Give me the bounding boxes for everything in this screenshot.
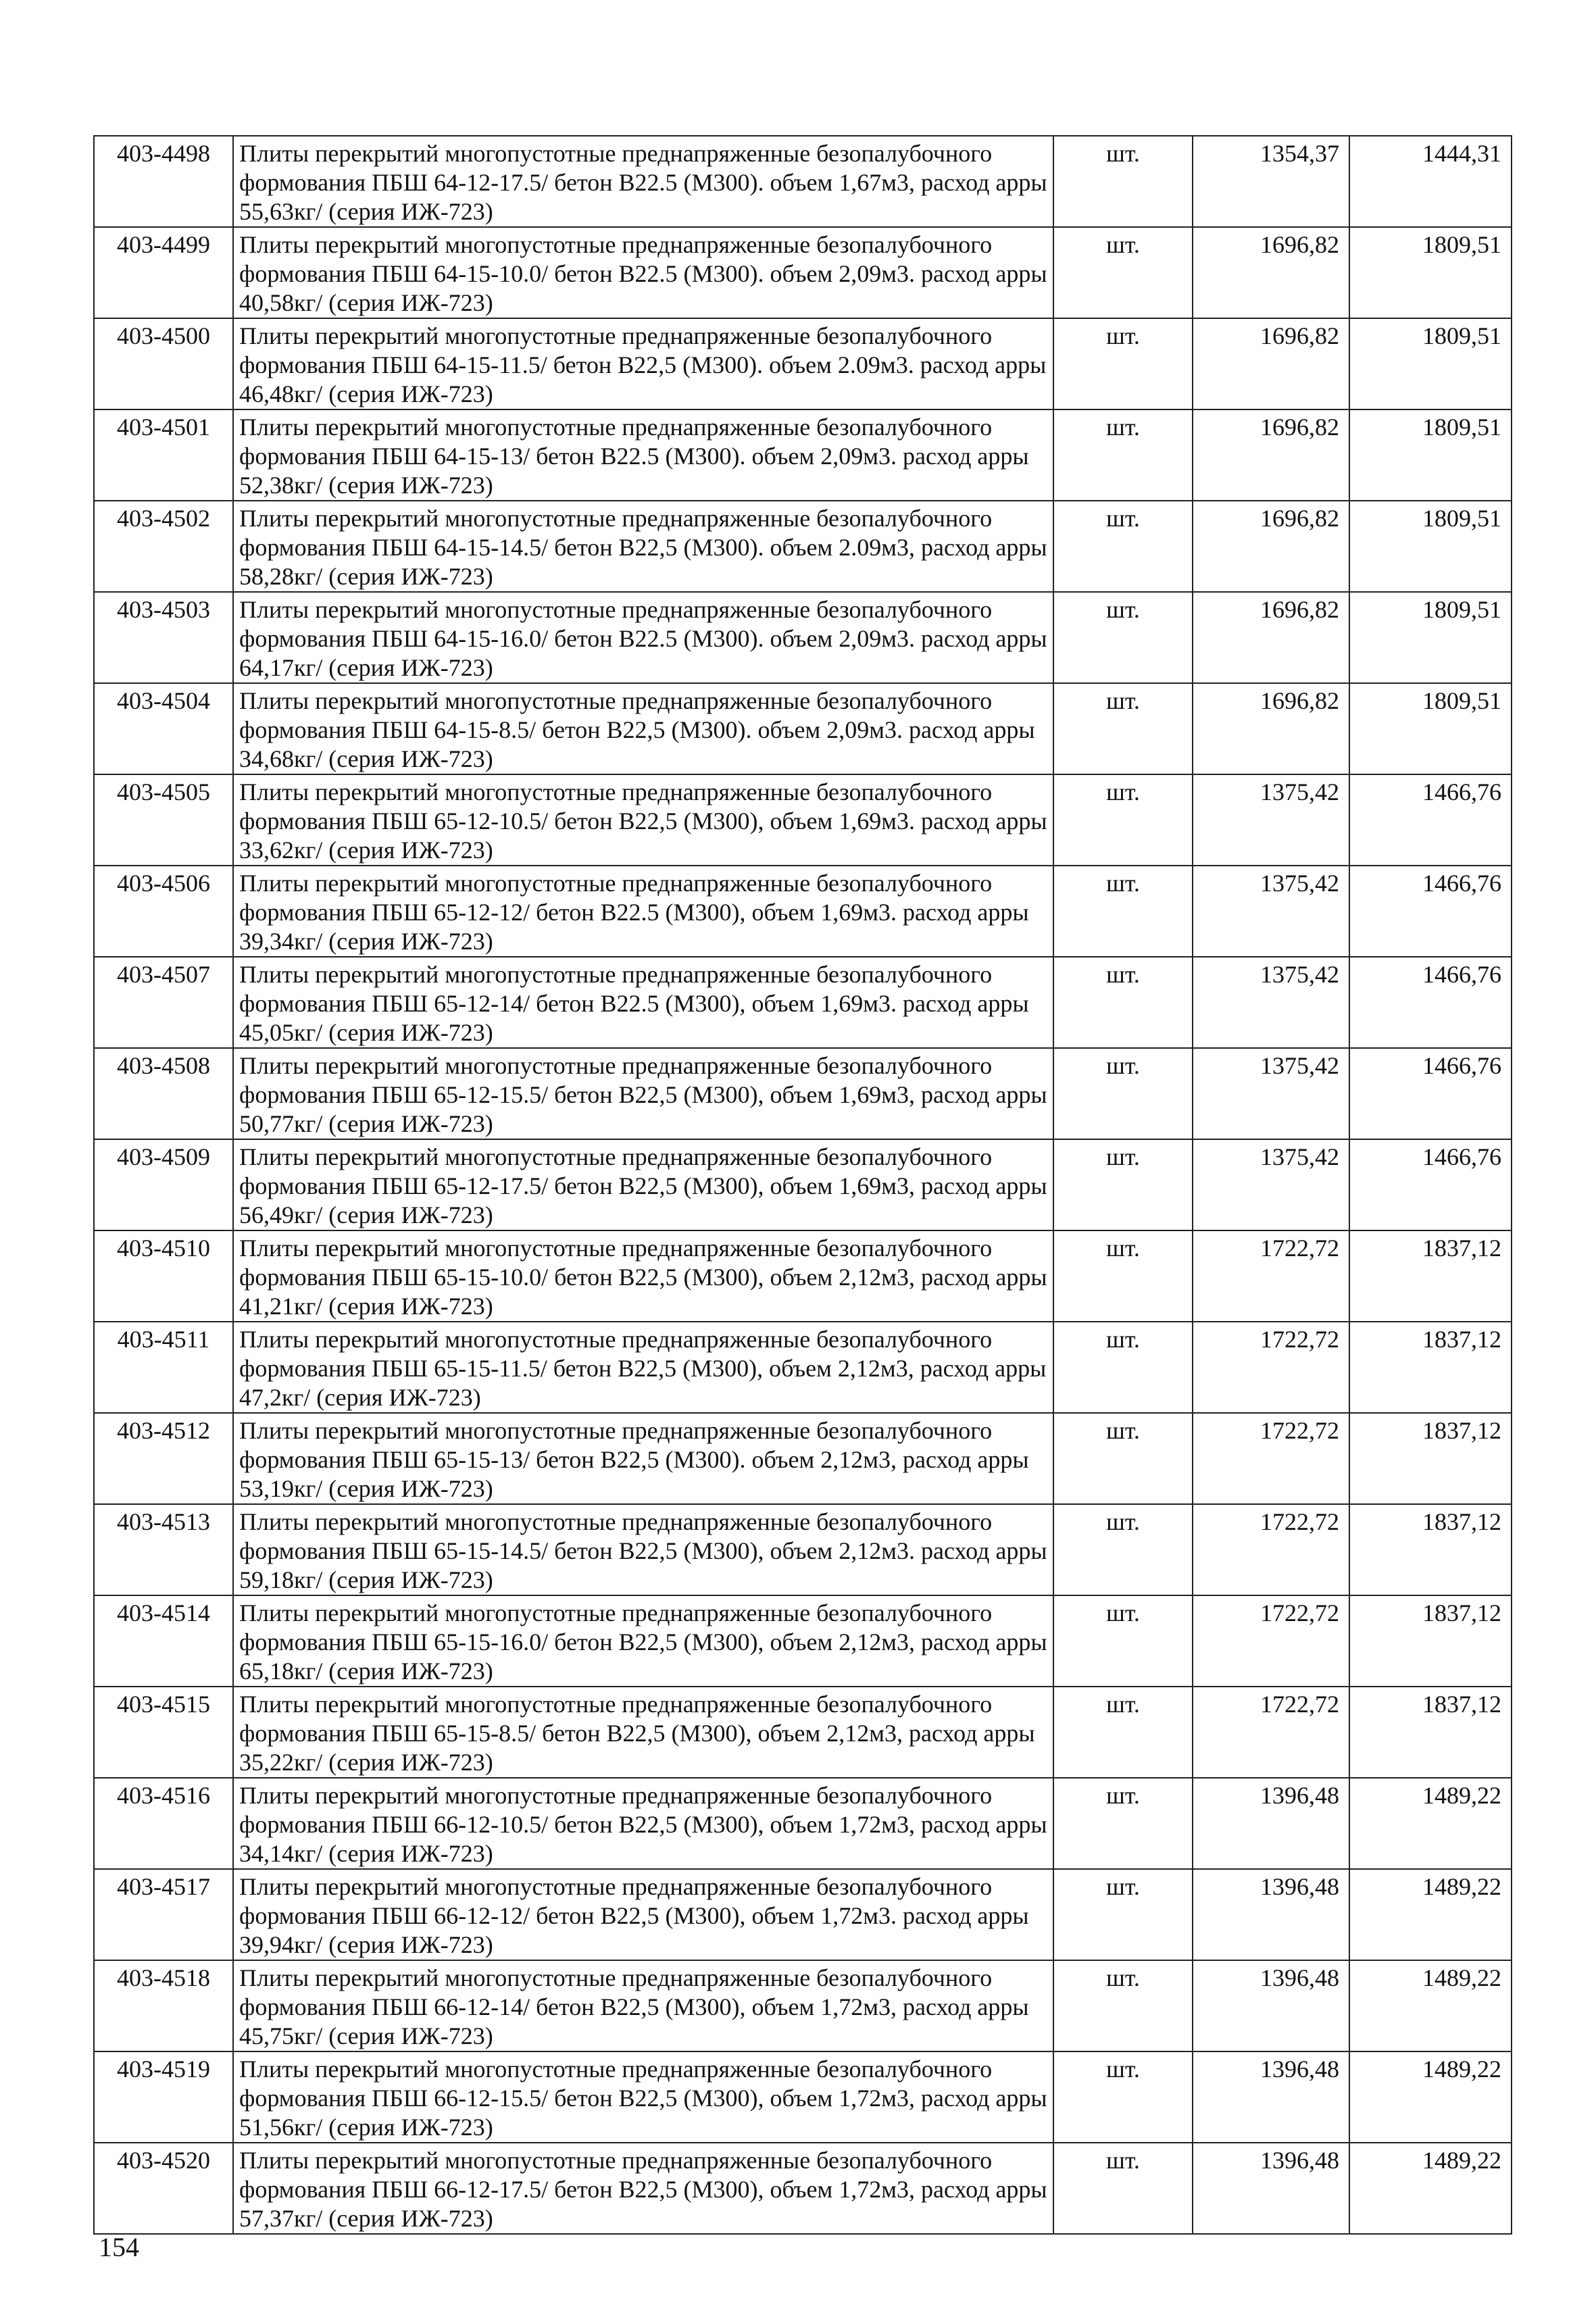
item-description: Плиты перекрытий многопустотные преднапряженные безопалубочного формования ПБШ 64-15-16.0/ бетон В22.5 (М300). объем 2,09м3. расход арры 64,17кг/ (серия ИЖ-723): [233, 592, 1053, 683]
table-body: [94, 136, 1512, 2234]
item-price-2: 1444,31: [1349, 136, 1512, 227]
item-price-2: 1809,51: [1349, 227, 1512, 318]
item-price-1: 1375,42: [1193, 957, 1349, 1048]
table-row: [94, 1048, 1512, 1139]
item-description: Плиты перекрытий многопустотные преднапряженные безопалубочного формования ПБШ 65-12-17.5/ бетон В22,5 (М300), объем 1,69м3, расход арры 56,49кг/ (серия ИЖ-723): [233, 1139, 1053, 1230]
item-description: Плиты перекрытий многопустотные преднапряженные безопалубочного формования ПБШ 65-12-12/ бетон В22.5 (М300), объем 1,69м3. расход арры 39,34кг/ (серия ИЖ-723): [233, 866, 1053, 957]
item-price-2: 1809,51: [1349, 318, 1512, 409]
price-table: [93, 135, 1512, 2235]
table-row: [94, 2051, 1512, 2143]
table-row: [94, 1230, 1512, 1322]
item-unit: шт.: [1053, 318, 1193, 409]
table-row: [94, 501, 1512, 592]
item-price-2: 1466,76: [1349, 1139, 1512, 1230]
item-code: 403-4516: [94, 1778, 233, 1869]
item-price-1: 1375,42: [1193, 774, 1349, 866]
item-unit: шт.: [1053, 2051, 1193, 2143]
page-number: 154: [99, 2232, 139, 2262]
item-unit: шт.: [1053, 501, 1193, 592]
item-code: 403-4505: [94, 774, 233, 866]
item-price-1: 1375,42: [1193, 1048, 1349, 1139]
item-description: Плиты перекрытий многопустотные преднапряженные безопалубочного формования ПБШ 65-12-14/ бетон В22.5 (М300), объем 1,69м3. расход арры 45,05кг/ (серия ИЖ-723): [233, 957, 1053, 1048]
item-code: 403-4502: [94, 501, 233, 592]
item-description: Плиты перекрытий многопустотные преднапряженные безопалубочного формования ПБШ 65-15-8.5/ бетон В22,5 (М300), объем 2,12м3, расход арры 35,22кг/ (серия ИЖ-723): [233, 1687, 1053, 1778]
table-row: [94, 774, 1512, 866]
item-code: 403-4514: [94, 1595, 233, 1687]
item-unit: шт.: [1053, 774, 1193, 866]
item-description: Плиты перекрытий многопустотные преднапряженные безопалубочного формования ПБШ 66-12-12/ бетон В22,5 (М300), объем 1,72м3. расход арры 39,94кг/ (серия ИЖ-723): [233, 1869, 1053, 1960]
table-row: [94, 1504, 1512, 1595]
item-price-1: 1375,42: [1193, 866, 1349, 957]
table-row: [94, 1960, 1512, 2051]
item-code: 403-4499: [94, 227, 233, 318]
item-price-2: 1466,76: [1349, 774, 1512, 866]
item-price-1: 1722,72: [1193, 1595, 1349, 1687]
item-description: Плиты перекрытий многопустотные преднапряженные безопалубочного формования ПБШ 66-12-15.5/ бетон В22,5 (М300), объем 1,72м3, расход арры 51,56кг/ (серия ИЖ-723): [233, 2051, 1053, 2143]
item-code: 403-4515: [94, 1687, 233, 1778]
item-price-2: 1809,51: [1349, 501, 1512, 592]
item-price-2: 1809,51: [1349, 592, 1512, 683]
item-unit: шт.: [1053, 1595, 1193, 1687]
item-price-2: 1837,12: [1349, 1595, 1512, 1687]
table-row: [94, 1869, 1512, 1960]
item-price-2: 1837,12: [1349, 1504, 1512, 1595]
item-unit: шт.: [1053, 1230, 1193, 1322]
item-price-2: 1837,12: [1349, 1322, 1512, 1413]
item-code: 403-4511: [94, 1322, 233, 1413]
item-unit: шт.: [1053, 1048, 1193, 1139]
item-description: Плиты перекрытий многопустотные преднапряженные безопалубочного формования ПБШ 64-15-13/ бетон В22.5 (М300). объем 2,09м3. расход арры 52,38кг/ (серия ИЖ-723): [233, 409, 1053, 501]
item-unit: шт.: [1053, 592, 1193, 683]
item-price-1: 1396,48: [1193, 2051, 1349, 2143]
item-price-2: 1837,12: [1349, 1230, 1512, 1322]
table-row: [94, 409, 1512, 501]
table-row: [94, 227, 1512, 318]
table-row: [94, 957, 1512, 1048]
table-row: [94, 683, 1512, 774]
item-price-2: 1809,51: [1349, 683, 1512, 774]
item-unit: шт.: [1053, 136, 1193, 227]
item-description: Плиты перекрытий многопустотные преднапряженные безопалубочного формования ПБШ 65-15-10.0/ бетон В22,5 (М300), объем 2,12м3, расход арры 41,21кг/ (серия ИЖ-723): [233, 1230, 1053, 1322]
item-unit: шт.: [1053, 866, 1193, 957]
item-price-1: 1696,82: [1193, 683, 1349, 774]
item-description: Плиты перекрытий многопустотные преднапряженные безопалубочного формования ПБШ 65-15-13/ бетон В22,5 (М300). объем 2,12м3, расход арры 53,19кг/ (серия ИЖ-723): [233, 1413, 1053, 1504]
item-unit: шт.: [1053, 1413, 1193, 1504]
item-unit: шт.: [1053, 2143, 1193, 2234]
item-price-1: 1396,48: [1193, 1960, 1349, 2051]
table-row: [94, 1687, 1512, 1778]
item-code: 403-4513: [94, 1504, 233, 1595]
item-code: 403-4501: [94, 409, 233, 501]
item-price-1: 1696,82: [1193, 409, 1349, 501]
item-price-1: 1396,48: [1193, 1869, 1349, 1960]
item-price-2: 1837,12: [1349, 1413, 1512, 1504]
item-price-1: 1722,72: [1193, 1413, 1349, 1504]
item-code: 403-4520: [94, 2143, 233, 2234]
item-price-2: 1466,76: [1349, 1048, 1512, 1139]
item-price-1: 1722,72: [1193, 1322, 1349, 1413]
table-row: [94, 1778, 1512, 1869]
item-price-1: 1396,48: [1193, 1778, 1349, 1869]
item-price-1: 1375,42: [1193, 1139, 1349, 1230]
item-unit: шт.: [1053, 1960, 1193, 2051]
item-description: Плиты перекрытий многопустотные преднапряженные безопалубочного формования ПБШ 65-15-11.5/ бетон В22,5 (М300), объем 2,12м3, расход арры 47,2кг/ (серия ИЖ-723): [233, 1322, 1053, 1413]
table-row: [94, 2143, 1512, 2234]
item-description: Плиты перекрытий многопустотные преднапряженные безопалубочного формования ПБШ 64-15-10.0/ бетон В22.5 (М300). объем 2,09м3. расход арры 40,58кг/ (серия ИЖ-723): [233, 227, 1053, 318]
item-code: 403-4503: [94, 592, 233, 683]
item-price-1: 1354,37: [1193, 136, 1349, 227]
item-price-2: 1466,76: [1349, 957, 1512, 1048]
table-row: [94, 136, 1512, 227]
item-description: Плиты перекрытий многопустотные преднапряженные безопалубочного формования ПБШ 66-12-10.5/ бетон В22,5 (М300), объем 1,72м3, расход арры 34,14кг/ (серия ИЖ-723): [233, 1778, 1053, 1869]
item-price-2: 1489,22: [1349, 2143, 1512, 2234]
item-unit: шт.: [1053, 957, 1193, 1048]
item-unit: шт.: [1053, 1504, 1193, 1595]
item-price-1: 1696,82: [1193, 318, 1349, 409]
item-price-1: 1722,72: [1193, 1504, 1349, 1595]
item-price-2: 1489,22: [1349, 1960, 1512, 2051]
table-row: [94, 1413, 1512, 1504]
item-price-1: 1396,48: [1193, 2143, 1349, 2234]
item-price-1: 1696,82: [1193, 227, 1349, 318]
item-unit: шт.: [1053, 1687, 1193, 1778]
item-description: Плиты перекрытий многопустотные преднапряженные безопалубочного формования ПБШ 65-12-15.5/ бетон В22,5 (М300), объем 1,69м3, расход арры 50,77кг/ (серия ИЖ-723): [233, 1048, 1053, 1139]
item-code: 403-4518: [94, 1960, 233, 2051]
table-row: [94, 592, 1512, 683]
item-description: Плиты перекрытий многопустотные преднапряженные безопалубочного формования ПБШ 66-12-14/ бетон В22,5 (М300), объем 1,72м3, расход арры 45,75кг/ (серия ИЖ-723): [233, 1960, 1053, 2051]
item-code: 403-4519: [94, 2051, 233, 2143]
item-price-2: 1489,22: [1349, 2051, 1512, 2143]
item-description: Плиты перекрытий многопустотные преднапряженные безопалубочного формования ПБШ 64-15-8.5/ бетон В22,5 (М300). объем 2,09м3. расход арры 34,68кг/ (серия ИЖ-723): [233, 683, 1053, 774]
item-price-2: 1837,12: [1349, 1687, 1512, 1778]
item-code: 403-4507: [94, 957, 233, 1048]
item-price-2: 1489,22: [1349, 1778, 1512, 1869]
item-code: 403-4510: [94, 1230, 233, 1322]
item-description: Плиты перекрытий многопустотные преднапряженные безопалубочного формования ПБШ 64-15-11.5/ бетон В22,5 (М300). объем 2.09м3. расход арры 46,48кг/ (серия ИЖ-723): [233, 318, 1053, 409]
table-row: [94, 1595, 1512, 1687]
table-row: [94, 1139, 1512, 1230]
table-row: [94, 866, 1512, 957]
item-code: 403-4517: [94, 1869, 233, 1960]
item-price-2: 1809,51: [1349, 409, 1512, 501]
item-description: Плиты перекрытий многопустотные преднапряженные безопалубочного формования ПБШ 65-12-10.5/ бетон В22,5 (М300), объем 1,69м3. расход арры 33,62кг/ (серия ИЖ-723): [233, 774, 1053, 866]
item-code: 403-4504: [94, 683, 233, 774]
item-price-1: 1722,72: [1193, 1687, 1349, 1778]
item-unit: шт.: [1053, 1778, 1193, 1869]
item-code: 403-4512: [94, 1413, 233, 1504]
item-price-2: 1489,22: [1349, 1869, 1512, 1960]
item-price-1: 1722,72: [1193, 1230, 1349, 1322]
item-code: 403-4508: [94, 1048, 233, 1139]
item-code: 403-4509: [94, 1139, 233, 1230]
item-description: Плиты перекрытий многопустотные преднапряженные безопалубочного формования ПБШ 66-12-17.5/ бетон В22,5 (М300), объем 1,72м3, расход арры 57,37кг/ (серия ИЖ-723): [233, 2143, 1053, 2234]
item-unit: шт.: [1053, 227, 1193, 318]
item-code: 403-4500: [94, 318, 233, 409]
item-description: Плиты перекрытий многопустотные преднапряженные безопалубочного формования ПБШ 64-15-14.5/ бетон В22,5 (М300). объем 2.09м3, расход арры 58,28кг/ (серия ИЖ-723): [233, 501, 1053, 592]
item-unit: шт.: [1053, 1139, 1193, 1230]
item-price-1: 1696,82: [1193, 501, 1349, 592]
item-description: Плиты перекрытий многопустотные преднапряженные безопалубочного формования ПБШ 64-12-17.5/ бетон В22.5 (М300). объем 1,67м3, расход арры 55,63кг/ (серия ИЖ-723): [233, 136, 1053, 227]
item-code: 403-4506: [94, 866, 233, 957]
item-price-1: 1696,82: [1193, 592, 1349, 683]
table-row: [94, 318, 1512, 409]
item-unit: шт.: [1053, 1322, 1193, 1413]
item-description: Плиты перекрытий многопустотные преднапряженные безопалубочного формования ПБШ 65-15-14.5/ бетон В22,5 (М300), объем 2,12м3. расход арры 59,18кг/ (серия ИЖ-723): [233, 1504, 1053, 1595]
item-description: Плиты перекрытий многопустотные преднапряженные безопалубочного формования ПБШ 65-15-16.0/ бетон В22,5 (М300), объем 2,12м3, расход арры 65,18кг/ (серия ИЖ-723): [233, 1595, 1053, 1687]
item-code: 403-4498: [94, 136, 233, 227]
item-unit: шт.: [1053, 1869, 1193, 1960]
item-unit: шт.: [1053, 409, 1193, 501]
table-row: [94, 1322, 1512, 1413]
item-unit: шт.: [1053, 683, 1193, 774]
item-price-2: 1466,76: [1349, 866, 1512, 957]
